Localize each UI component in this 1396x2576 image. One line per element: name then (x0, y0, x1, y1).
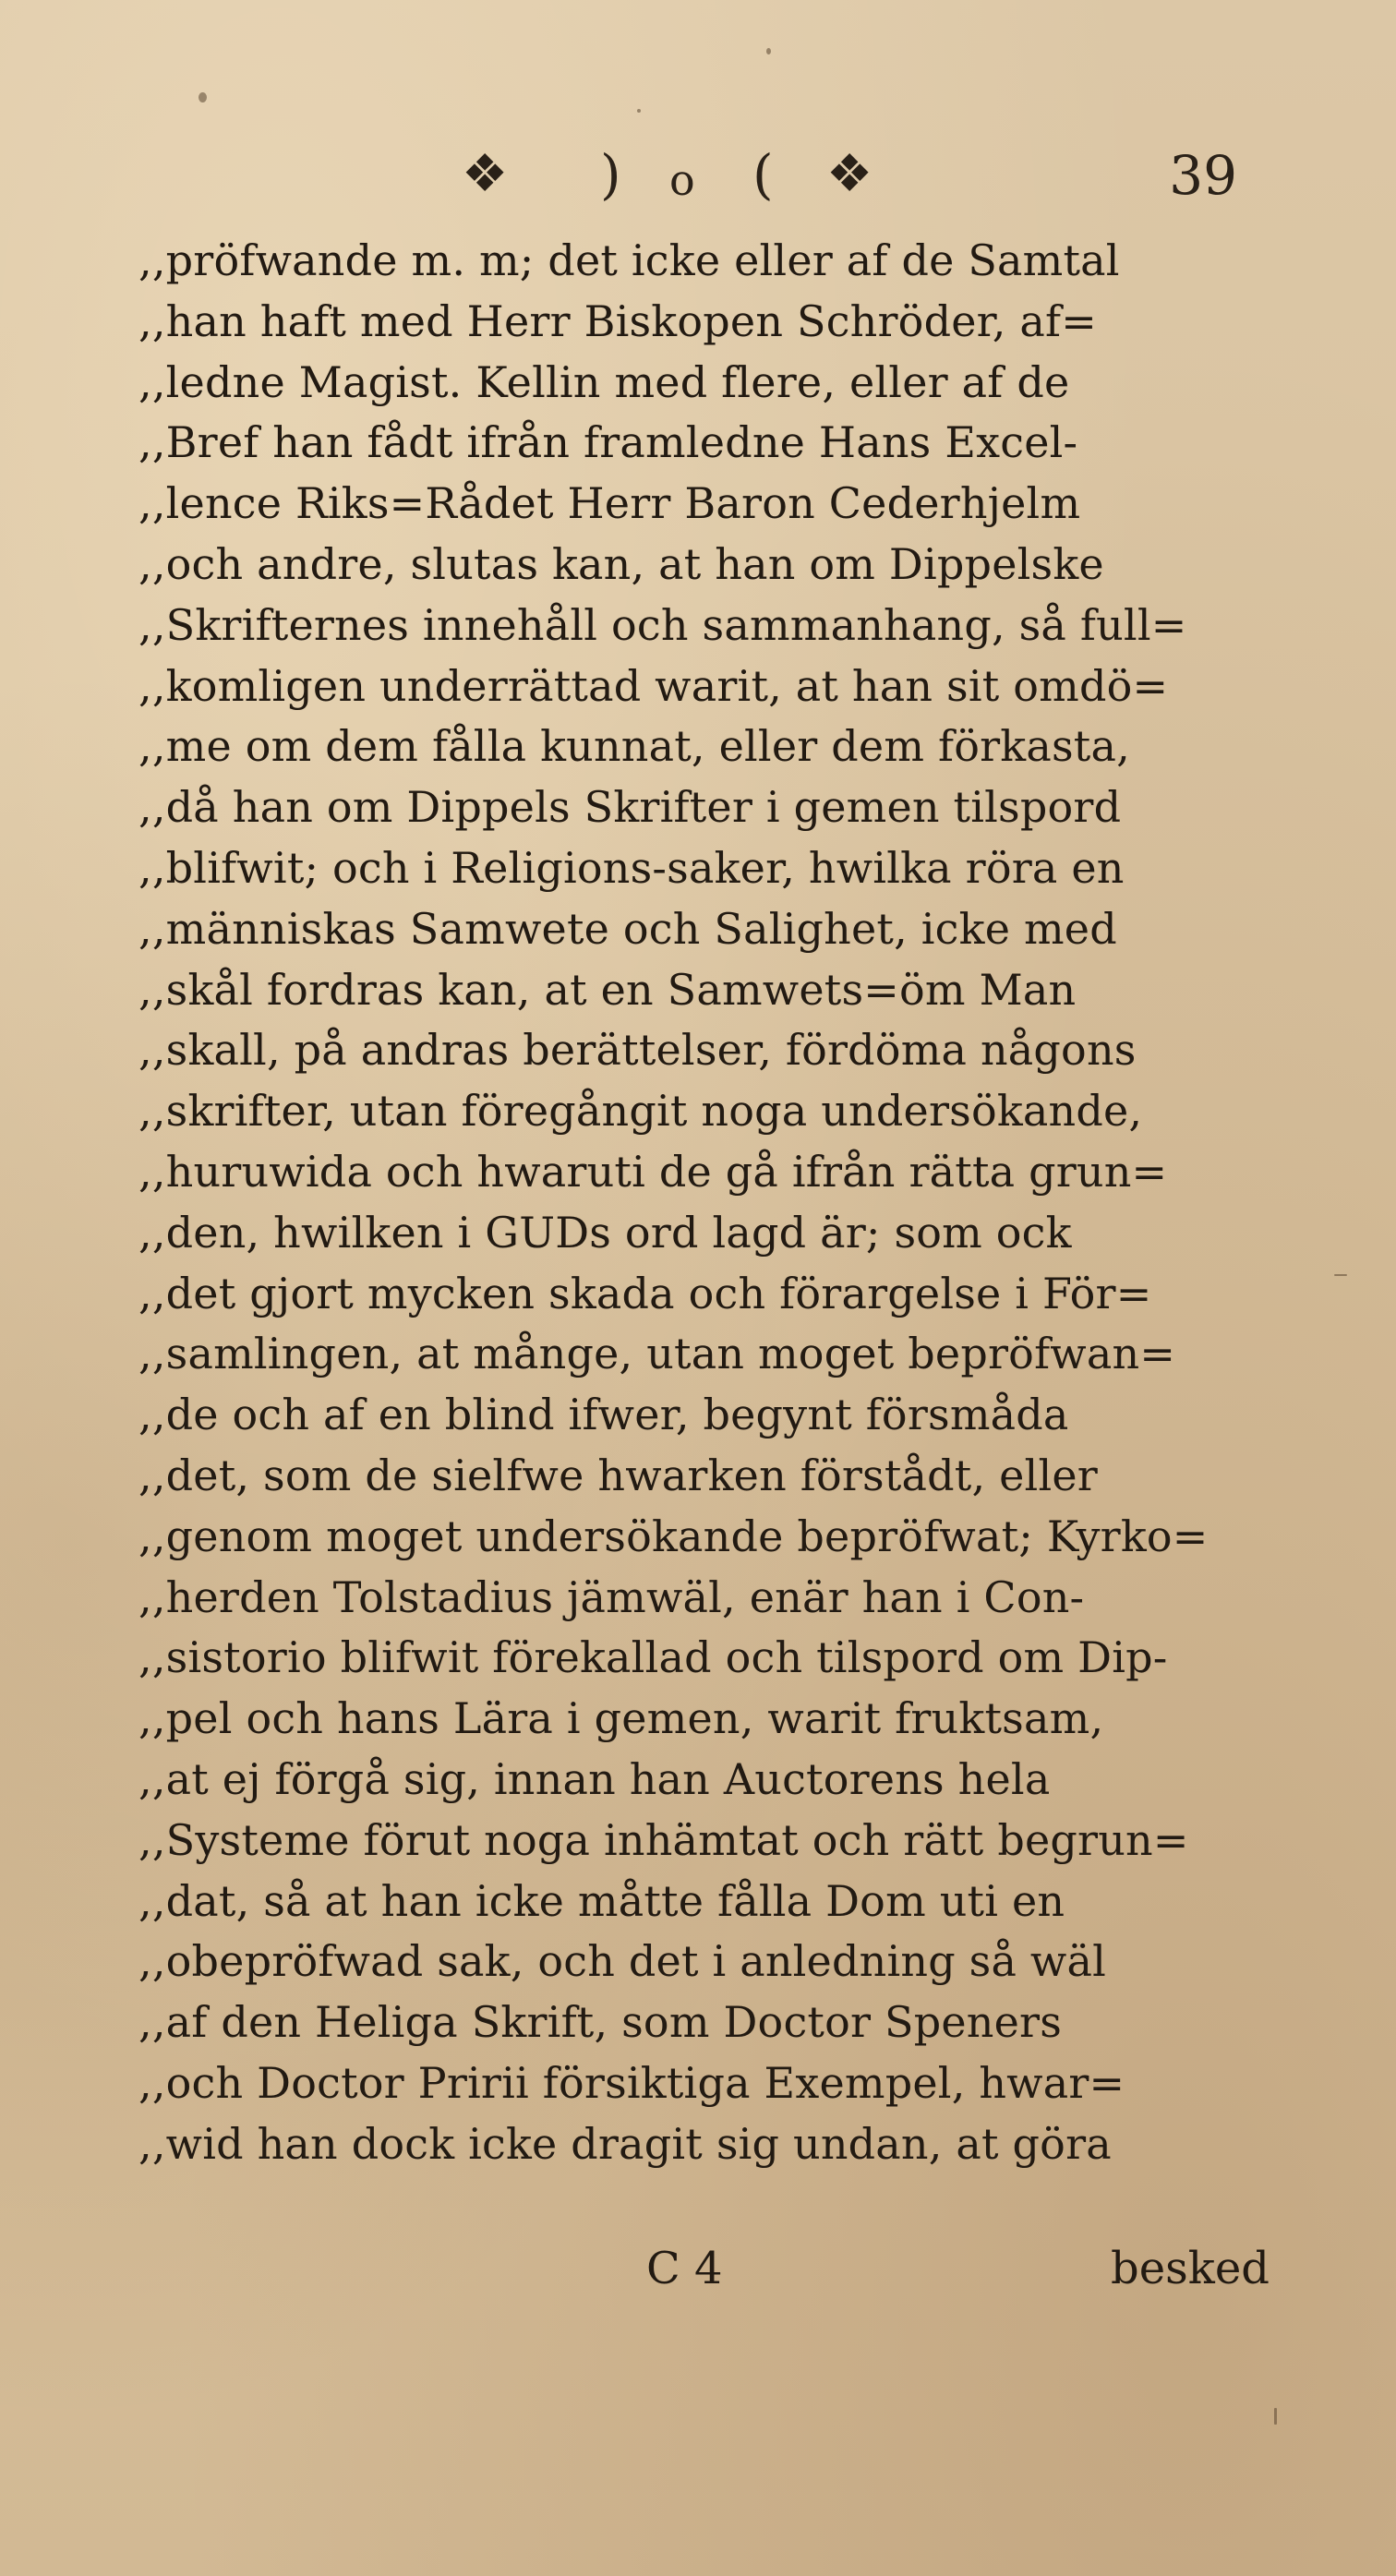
text-line: ,,komligen underrättad warit, at han sit omdö= (138, 660, 1169, 711)
text-line: ,,han haft med Herr Biskopen Schröder, af= (138, 295, 1098, 346)
text-line: ,,ledne Magist. Kellin med flere, eller af de (138, 356, 1070, 407)
text-line: ,,obepröfwad sak, och det i anledning så wäl (138, 1936, 1107, 1987)
text-line: ,,wid han dock icke dragit sig undan, at göra (138, 2118, 1112, 2169)
text-line: ,,det, som de sielfwe hwarken förstådt, eller (138, 1450, 1098, 1500)
text-line: ,,och andre, slutas kan, at han om Dippelske (138, 538, 1104, 589)
header-ornament (443, 138, 923, 212)
paper-speck (199, 92, 207, 102)
text-line: ,,lence Riks=Rådet Herr Baron Cederhjelm (138, 478, 1081, 529)
text-line: ,,at ej förgå sig, innan han Auctorens hela (138, 1753, 1051, 1804)
ornament-paren-right: ( (752, 143, 774, 206)
ornament-paren-left: ) (600, 143, 621, 206)
catchword: besked (1111, 2243, 1270, 2294)
fleuron-left-icon: ❖ (462, 144, 509, 204)
paper-speck (766, 48, 771, 54)
fleuron-right-icon: ❖ (826, 144, 873, 204)
text-line: ,,dat, så at han icke måtte fålla Dom uti en (138, 1875, 1065, 1926)
text-line: ,,samlingen, at månge, utan moget bepröfwan= (138, 1329, 1176, 1379)
text-line: ,,de och af en blind ifwer, begynt försmåda (138, 1390, 1069, 1440)
text-line: ,,Skrifternes innehåll och sammanhang, så full= (138, 599, 1187, 650)
running-header (443, 138, 1237, 222)
text-line: ,,skål fordras kan, at en Samwets=öm Man (138, 964, 1077, 1015)
text-line: ,,af den Heliga Skrift, som Doctor Speners (138, 1997, 1063, 2048)
text-line: ,,blifwit; och i Religions-saker, hwilka röra en (138, 842, 1125, 893)
text-line: ,,skall, på andras berättelser, fördöma någons (138, 1025, 1137, 1076)
text-line: ,,den, hwilken i GUDs ord lagd är; som ock (138, 1207, 1072, 1258)
text-line: ,,herden Tolstadius jämwäl, enär han i Con- (138, 1571, 1085, 1622)
ornament-center: o (669, 155, 695, 205)
paper-speck (637, 109, 641, 113)
signature-mark: C 4 (646, 2243, 723, 2294)
text-line: ,,huruwida och hwaruti de gå ifrån rätta grun= (138, 1146, 1168, 1197)
text-line: ,,genom moget undersökande bepröfwat; Kyrko= (138, 1511, 1209, 1561)
text-line: ,,det gjort mycken skada och förargelse i För= (138, 1268, 1152, 1318)
text-line: ,,sistorio blifwit förekallad och tilspord om Dip- (138, 1632, 1168, 1683)
paper-speck (1334, 1274, 1347, 1276)
text-line: ,,pröfwande m. m; det icke eller af de Samtal (138, 235, 1120, 285)
text-line: ,,skrifter, utan föregångit noga undersökande, (138, 1086, 1143, 1137)
text-line: ,,och Doctor Pririi försiktiga Exempel, hwar= (138, 2057, 1125, 2108)
text-line: ,,Bref han fådt ifrån framledne Hans Excel- (138, 417, 1078, 468)
paper-speck (1274, 2408, 1277, 2425)
text-line: ,,Systeme förut noga inhämtat och rätt begrun= (138, 1814, 1189, 1865)
page-footer (138, 2236, 1270, 2310)
text-line: ,,me om dem fålla kunnat, eller dem förkasta, (138, 721, 1130, 772)
page-number: 39 (1169, 144, 1237, 207)
text-line: ,,människas Samwete och Salighet, icke med (138, 903, 1117, 954)
text-line: ,,pel och hans Lära i gemen, warit fruktsam, (138, 1693, 1104, 1744)
body-text (138, 231, 1270, 2175)
text-line: ,,då han om Dippels Skrifter i gemen tilspord (138, 782, 1122, 833)
